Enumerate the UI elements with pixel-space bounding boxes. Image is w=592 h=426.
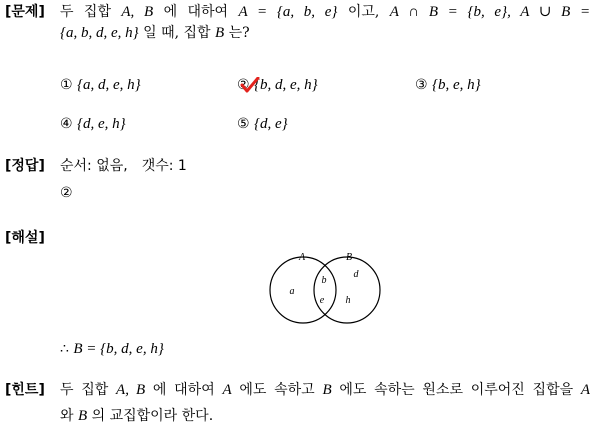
choice-2[interactable] bbox=[237, 75, 318, 95]
hint-text: 에 대하여 bbox=[152, 382, 215, 398]
venn-element: b bbox=[321, 275, 327, 286]
hint-math: A, B bbox=[116, 382, 146, 398]
venn-element: e bbox=[319, 295, 325, 306]
result-math: B = {b, d, e, h} bbox=[73, 341, 164, 357]
hint-text: 두 집합 bbox=[60, 382, 109, 398]
problem-math: B bbox=[215, 25, 225, 41]
choice-set: {b, e, h} bbox=[432, 77, 481, 93]
problem-math: A, B bbox=[121, 4, 154, 20]
choice-number: ④ bbox=[60, 116, 73, 132]
venn-element: a bbox=[289, 286, 295, 297]
choice-4[interactable] bbox=[60, 114, 126, 134]
explanation-result bbox=[60, 339, 164, 359]
choice-number: ③ bbox=[415, 77, 428, 93]
choice-number: ② bbox=[237, 77, 250, 93]
hint-text: 에도 속하고 bbox=[239, 382, 315, 398]
problem-line-1 bbox=[60, 2, 590, 22]
problem-text: 이고, bbox=[347, 4, 380, 20]
hint-text: 에도 속하는 원소로 이루어진 집합을 bbox=[339, 382, 574, 398]
hint-math: B bbox=[322, 382, 332, 398]
choice-set: {b, d, e, h} bbox=[254, 77, 318, 93]
choice-1[interactable] bbox=[60, 75, 141, 95]
problem-math: A ∩ B = {b, e}, A ∪ B = bbox=[389, 4, 590, 20]
venn-diagram bbox=[260, 248, 390, 332]
problem-text: 일 때, 집합 bbox=[143, 25, 211, 41]
therefore-symbol: ∴ bbox=[60, 341, 69, 357]
choice-5[interactable] bbox=[237, 114, 288, 134]
hint-math: B bbox=[77, 408, 88, 424]
problem-label: [문제] bbox=[5, 4, 45, 20]
choice-3[interactable] bbox=[415, 75, 481, 95]
answer-label: [정답] bbox=[5, 158, 45, 174]
answer-count: 갯수: 1 bbox=[141, 158, 187, 174]
answer-number: ② bbox=[60, 185, 73, 201]
hint-line-1 bbox=[60, 380, 590, 400]
problem-math: A = {a, b, e} bbox=[238, 4, 338, 20]
hint-math: A bbox=[222, 382, 232, 398]
venn-set-b-label: B bbox=[345, 252, 353, 263]
hint-text: 와 bbox=[60, 408, 74, 424]
checkmark-icon bbox=[240, 77, 260, 93]
answer-meta bbox=[60, 156, 187, 176]
set-a-circle bbox=[270, 257, 336, 323]
venn-element: d bbox=[353, 269, 359, 280]
choice-set: {d, e} bbox=[254, 116, 288, 132]
choice-set: {a, d, e, h} bbox=[77, 77, 141, 93]
answer-value bbox=[60, 183, 73, 203]
problem-math: {a, b, d, e, h} bbox=[60, 25, 139, 41]
choice-set: {d, e, h} bbox=[77, 116, 126, 132]
hint-line-2 bbox=[60, 406, 213, 426]
answer-order: 순서: 없음, bbox=[60, 158, 128, 174]
choice-number: ⑤ bbox=[237, 116, 250, 132]
venn-set-a-label: A bbox=[298, 252, 306, 263]
explanation-label: [해설] bbox=[5, 230, 45, 246]
hint-math: A bbox=[580, 382, 590, 398]
venn-element: h bbox=[345, 295, 351, 306]
hint-label: [힌트] bbox=[5, 382, 45, 398]
problem-line-2 bbox=[60, 23, 250, 43]
hint-text: 의 교집합이라 한다. bbox=[91, 408, 214, 424]
problem-text: 는? bbox=[228, 25, 250, 41]
problem-text: 두 집합 bbox=[60, 4, 111, 20]
problem-text: 에 대하여 bbox=[163, 4, 229, 20]
set-b-circle bbox=[314, 257, 380, 323]
choice-number: ① bbox=[60, 77, 73, 93]
